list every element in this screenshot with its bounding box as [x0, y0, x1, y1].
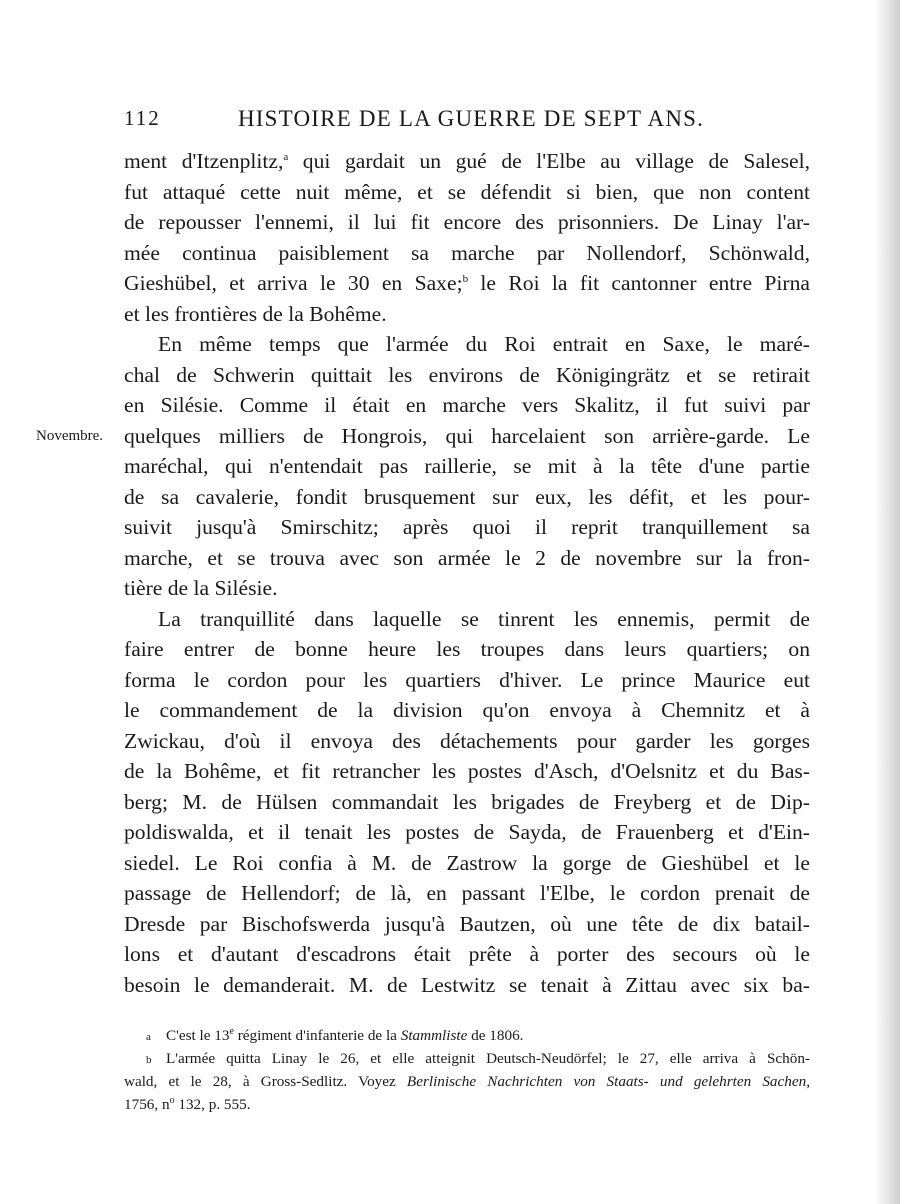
- text-line-content: et les frontières de la Bohême.: [124, 301, 387, 326]
- text-line: [124, 451, 810, 482]
- margin-note: Novembre.: [36, 428, 104, 444]
- text-line-content: passage de Hellendorf; de là, en passant l'Elbe, le cordon prenait de: [124, 881, 810, 905]
- text-line: [124, 787, 810, 818]
- text-line: [124, 238, 810, 269]
- text-line-content: marche, et se trouva avec son armée le 2 de novembre sur la fron-: [124, 545, 810, 570]
- footnote-marker: a: [146, 1031, 151, 1043]
- page-number: 112: [124, 106, 161, 130]
- text-line: [124, 543, 810, 574]
- footnote-a-superscript: e: [229, 1025, 234, 1037]
- text-line: [124, 146, 810, 177]
- text-line-content: de sa cavalerie, fondit brusquement sur eux, les défit, et les pour-: [124, 484, 810, 509]
- footnote-reference: a: [283, 150, 289, 163]
- footnote-b-text: L'armée quitta Linay le 26, et elle atteignit Deutsch-Neudörfel; le 27, elle arriva à Schön-: [166, 1050, 810, 1067]
- footnote-b-line-3: [124, 1093, 810, 1116]
- text-line-content: maréchal, qui n'entendait pas raillerie, se mit à la tête d'une partie: [124, 454, 810, 478]
- text-line: [124, 604, 810, 635]
- text-line: [124, 421, 810, 452]
- text-line-content: lons et d'autant d'escadrons était prête à porter des secours où le: [124, 942, 810, 966]
- footnote-a: [124, 1024, 810, 1047]
- text-line: [124, 939, 810, 970]
- footnote-b-line-2: [124, 1070, 810, 1093]
- text-line-content: forma le cordon pour les quartiers d'hiver. Le prince Maurice eut: [124, 667, 810, 692]
- text-line-content: chal de Schwerin quittait les environs de Königingrätz et se retirait: [124, 362, 810, 387]
- footnote-a-text-end: de 1806.: [467, 1027, 524, 1044]
- text-line-content: besoin le demanderait. M. de Lestwitz se tenait à Zittau avec six ba-: [124, 972, 810, 997]
- text-line: [124, 634, 810, 665]
- text-line-content: suivit jusqu'à Smirschitz; après quoi il reprit tranquillement sa: [124, 515, 810, 539]
- text-line-content: berg; M. de Hülsen commandait les brigades de Freyberg et de Dip-: [124, 789, 810, 814]
- text-line: [124, 878, 810, 909]
- text-line-content: qui gardait un gué de l'Elbe au village de Salesel,: [288, 149, 811, 173]
- text-line-content: en Silésie. Comme il était en marche vers Skalitz, il fut suivi par: [124, 393, 810, 417]
- running-title: HISTOIRE DE LA GUERRE DE SEPT ANS.: [238, 106, 705, 131]
- footnote-b-text: 1756, n: [124, 1096, 170, 1113]
- text-line-content: poldiswalda, et il tenait les postes de Sayda, de Frauenberg et d'Ein-: [124, 820, 810, 844]
- footnote-marker: b: [146, 1054, 152, 1066]
- text-line: [124, 207, 810, 238]
- text-line: [124, 573, 810, 604]
- text-line: [124, 665, 810, 696]
- text-line-content: Dresde par Bischofswerda jusqu'à Bautzen, où une tête de dix batail-: [124, 911, 810, 936]
- text-line: [124, 848, 810, 879]
- text-line-content: En même temps que l'armée du Roi entrait en Saxe, le maré-: [158, 332, 810, 356]
- footnote-b-line-1: [124, 1047, 810, 1070]
- text-line: [124, 909, 810, 940]
- text-line: [124, 268, 810, 299]
- text-line-content: La tranquillité dans laquelle se tinrent les ennemis, permit de: [158, 606, 810, 631]
- footnote-a-italic: Stammliste: [400, 1027, 468, 1044]
- text-line: [124, 360, 810, 391]
- text-line-content: de repousser l'ennemi, il lui fit encore des prisonniers. De Linay l'ar-: [124, 210, 810, 234]
- text-line-content: faire entrer de bonne heure les troupes dans leurs quartiers; on: [124, 637, 810, 661]
- text-line-content: Zwickau, d'où il envoya des détachements pour garder les gorges: [124, 728, 810, 753]
- footnote-b-text: wald, et le 28, à Gross-Sedlitz. Voyez: [124, 1073, 407, 1090]
- page-edge-shadow: [874, 0, 900, 1204]
- text-line-content: de la Bohême, et fit retrancher les postes d'Asch, d'Oelsnitz et du Bas-: [124, 759, 810, 783]
- text-line: [124, 482, 810, 513]
- footnote-a-text: C'est le 13: [166, 1027, 230, 1044]
- text-line-content: mée continua paisiblement sa marche par Nollendorf, Schönwald,: [124, 240, 810, 265]
- text-line: [124, 817, 810, 848]
- page-header: [124, 106, 708, 136]
- text-line: [124, 726, 810, 757]
- footnotes: [124, 1024, 810, 1116]
- text-line-content: siedel. Le Roi confia à M. de Zastrow la gorge de Gieshübel et le: [124, 850, 810, 875]
- text-line: [124, 299, 810, 330]
- text-line: [124, 756, 810, 787]
- text-line-content: Gieshübel, et arriva le 30 en Saxe;: [124, 271, 463, 295]
- text-line: [124, 512, 810, 543]
- text-line: [124, 329, 810, 360]
- text-line-content: le commandement de la division qu'on envoya à Chemnitz et à: [124, 698, 810, 722]
- text-line-content: tière de la Silésie.: [124, 576, 278, 600]
- footnote-b-superscript: o: [169, 1094, 175, 1106]
- footnote-b-text-end: 132, p. 555.: [174, 1096, 251, 1113]
- text-line: [124, 695, 810, 726]
- text-line-content: fut attaqué cette nuit même, et se défendit si bien, que non content: [124, 179, 810, 204]
- text-line: [124, 970, 810, 1001]
- footnote-reference: b: [462, 272, 469, 285]
- main-text: [124, 146, 810, 1000]
- text-line: [124, 177, 810, 208]
- footnote-b-italic: Berlinische Nachrichten von Staats- und gelehrten Sachen,: [406, 1073, 810, 1090]
- text-line-content: ment d'Itzenplitz,: [124, 149, 284, 173]
- text-line: [124, 390, 810, 421]
- footnote-a-text-mid: régiment d'infanterie de la: [233, 1027, 401, 1044]
- text-line-content: le Roi la fit cantonner entre Pirna: [468, 271, 811, 295]
- text-line-content: quelques milliers de Hongrois, qui harcelaient son arrière-garde. Le: [124, 423, 810, 448]
